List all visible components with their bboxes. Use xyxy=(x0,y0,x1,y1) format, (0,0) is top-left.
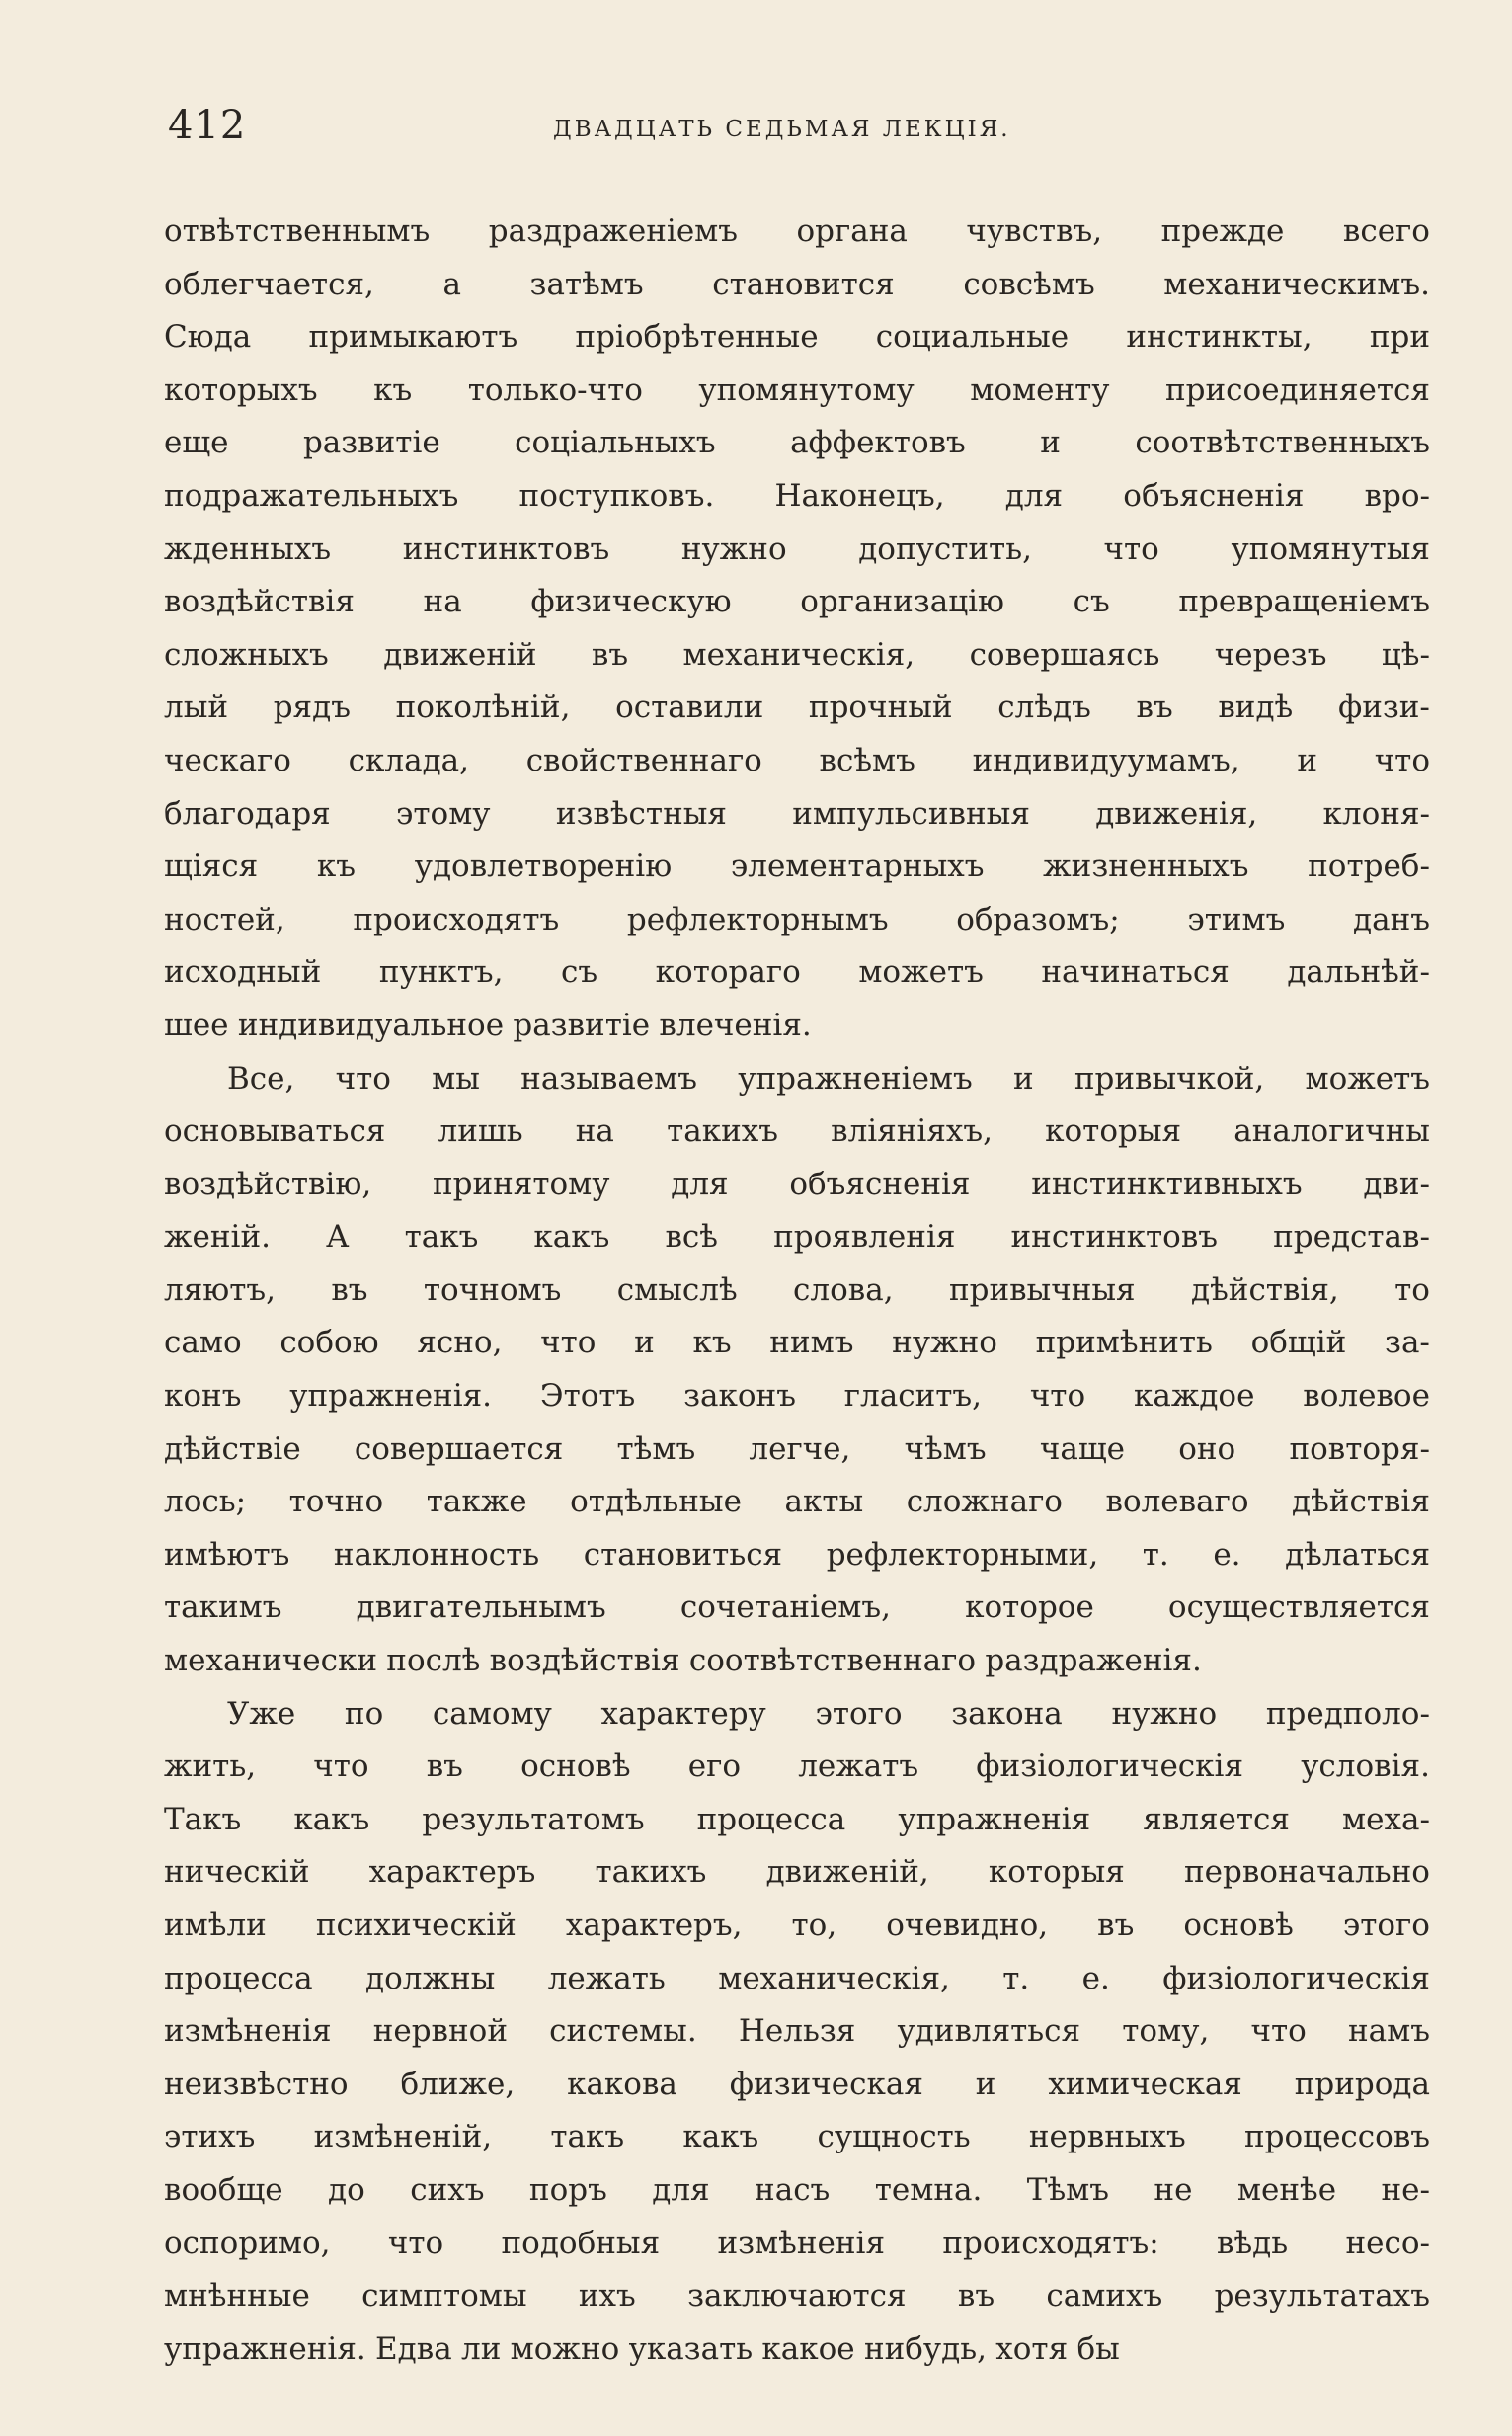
text-line: еще развитіе соціальныхъ аффектовъ и соотвѣтственныхъ xyxy=(164,425,1430,461)
text-line: измѣненія нервной системы. Нельзя удивляться тому, что намъ xyxy=(164,2013,1430,2050)
text-line: облегчается, а затѣмъ становится совсѣмъ механическимъ. xyxy=(164,266,1430,302)
page-number: 412 xyxy=(168,103,247,148)
text-line: лый рядъ поколѣній, оставили прочный слѣдъ въ видѣ физи- xyxy=(164,690,1430,726)
text-line: этихъ измѣненій, такъ какъ сущность нервныхъ процессовъ xyxy=(164,2119,1430,2155)
text-line: воздѣйствію, принятому для объясненія инстинктивныхъ дви- xyxy=(164,1166,1430,1202)
text-line: отвѣтственнымъ раздраженіемъ органа чувствъ, прежде всего xyxy=(164,213,1430,249)
text-line: само собою ясно, что и къ нимъ нужно примѣнить общій за- xyxy=(164,1325,1430,1361)
text-line: неизвѣстно ближе, какова физическая и химическая природа xyxy=(164,2066,1430,2102)
paragraph xyxy=(164,1688,1430,2377)
text-line: Такъ какъ результатомъ процесса упражненія является меха- xyxy=(164,1801,1430,1837)
text-line: воздѣйствія на физическую организацію съ превращеніемъ xyxy=(164,584,1430,620)
body-text xyxy=(164,205,1430,2376)
text-line: дѣйствіе совершается тѣмъ легче, чѣмъ чаще оно повторя- xyxy=(164,1430,1430,1467)
text-line: основываться лишь на такихъ вліяніяхъ, которыя аналогичны xyxy=(164,1113,1430,1150)
text-line: благодаря этому извѣстныя импульсивныя движенія, клоня- xyxy=(164,795,1430,832)
text-line: Уже по самому характеру этого закона нужно предполо- xyxy=(227,1695,1430,1732)
text-line: ническій характеръ такихъ движеній, которыя первоначально xyxy=(164,1854,1430,1891)
text-line: упражненія. Едва ли можно указать какое нибудь, хотя бы xyxy=(164,2330,1120,2367)
text-line: ностей, происходятъ рефлекторнымъ образомъ; этимъ данъ xyxy=(164,901,1430,937)
text-line: ляютъ, въ точномъ смыслѣ слова, привычныя дѣйствія, то xyxy=(164,1271,1430,1308)
text-line: щіяся къ удовлетворенію элементарныхъ жизненныхъ потреб- xyxy=(164,849,1430,885)
text-line: лось; точно также отдѣльные акты сложнаго волеваго дѣйствія xyxy=(164,1484,1430,1520)
text-line: механически послѣ воздѣйствія соотвѣтственнаго раздраженія. xyxy=(164,1643,1202,1679)
text-line: которыхъ къ только-что упомянутому моменту присоединяется xyxy=(164,371,1430,408)
text-line: вообще до сихъ поръ для насъ темна. Тѣмъ не менѣе не- xyxy=(164,2171,1430,2208)
text-line: Сюда примыкаютъ пріобрѣтенные социальные инстинкты, при xyxy=(164,319,1430,356)
text-line: жденныхъ инстинктовъ нужно допустить, что упомянутыя xyxy=(164,530,1430,567)
text-line: женій. А такъ какъ всѣ проявленія инстинктовъ представ- xyxy=(164,1219,1430,1256)
text-line: исходный пунктъ, съ котораго можетъ начинаться дальнѣй- xyxy=(164,954,1430,991)
text-line: такимъ двигательнымъ сочетаніемъ, которое осуществляется xyxy=(164,1589,1430,1626)
paragraph xyxy=(164,205,1430,1053)
text-line: имѣютъ наклонность становиться рефлекторными, т. е. дѣлаться xyxy=(164,1536,1430,1573)
text-line: сложныхъ движеній въ механическія, совершаясь черезъ цѣ- xyxy=(164,636,1430,673)
text-line: шее индивидуальное развитіе влеченія. xyxy=(164,1007,812,1043)
text-line: жить, что въ основѣ его лежатъ физіологическія условія. xyxy=(164,1748,1430,1785)
text-line: Все, что мы называемъ упражненіемъ и привычкой, можетъ xyxy=(227,1060,1430,1096)
text-line: мнѣнные симптомы ихъ заключаются въ самихъ результатахъ xyxy=(164,2278,1430,2314)
page-header xyxy=(0,103,1512,162)
text-line: подражательныхъ поступковъ. Наконецъ, для объясненія вро- xyxy=(164,477,1430,514)
text-line: ческаго склада, свойственнаго всѣмъ индивидуумамъ, и что xyxy=(164,742,1430,778)
running-title: ДВАДЦАТЬ СЕДЬМАЯ ЛЕКЦІЯ. xyxy=(553,117,1011,142)
text-line: процесса должны лежать механическія, т. е. физіологическія xyxy=(164,1960,1430,1996)
text-line: оспоримо, что подобныя измѣненія происходятъ: вѣдь несо- xyxy=(164,2225,1430,2261)
text-line: конъ упражненія. Этотъ законъ гласитъ, что каждое волевое xyxy=(164,1378,1430,1415)
paragraph xyxy=(164,1053,1430,1688)
text-line: имѣли психическій характеръ, то, очевидно, въ основѣ этого xyxy=(164,1908,1430,1943)
